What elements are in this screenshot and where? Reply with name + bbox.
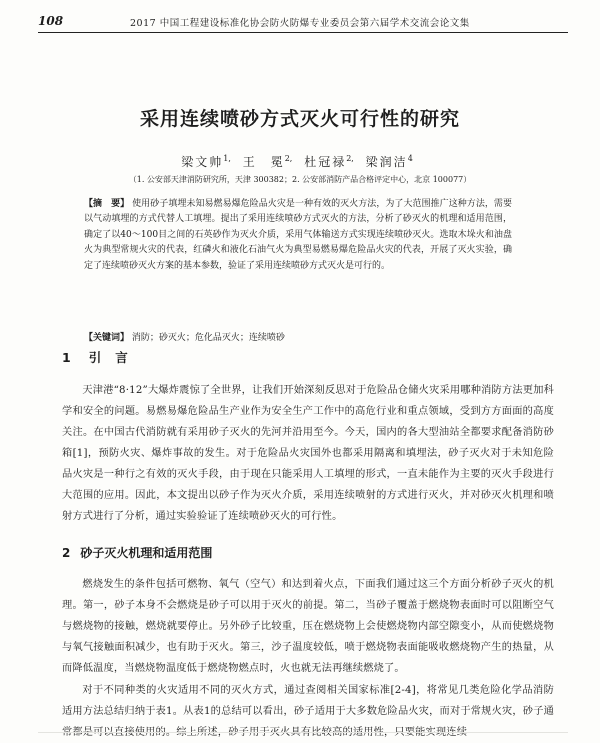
keywords-label: 【关键词】: [84, 333, 130, 343]
affiliations: （1. 公安部天津消防研究所，天津 300382；2. 公安部消防产品合格评定中心，北京 100077）: [128, 175, 472, 184]
section-title: 砂子灭火机理和适用范围: [80, 546, 213, 560]
mechanism-paragraph: 燃烧发生的条件包括可燃物、氧气（空气）和达到着火点，下面我们通过这三个方面分析砂子灭火的机理。第一，砂子本身不会燃烧是砂子可以用于灭火的前提。第二，当砂子覆盖于燃烧物表面时可以阻断空气与燃烧物的接触，燃烧就要停止。另外砂子比较重，压在燃烧物上会使燃烧物内部空隙变小，从而使燃烧物与氧气接触面积减少，也有助于灭火。第三，沙子温度较低，喷于燃烧物表面能吸收燃烧物产生的热量，从而降低温度，当燃烧物温度低于燃烧物燃点时，火也就无法再继续燃烧了。: [62, 579, 554, 674]
keywords: [84, 331, 512, 346]
author-affil-mark: 4: [407, 154, 413, 163]
applicability-paragraph: 对于不同种类的火灾适用不同的灭火方式，通过查阅相关国家标准[2-4]，将常见几类危险化学品消防适用方法总结归纳于表1。从表1的总结可以看出，砂子适用于大多数危险品火灾，而对于常规火灾，砂子通: [62, 685, 554, 717]
abstract-text: 使用砂子填埋未知易燃易爆危险品火灾是一种有效的灭火方法，为了大范围推广这种方法，需要以气动填埋的方式代替人工填埋。提出了采用连续喷砂方式灭火的方法，分析了砂灭火的机理和适用范围，确定了以40～100目之间的石英砂作为灭火介质，采用气体输送方式实现连续喷砂灭火。选取木垛火和油盘火为典型常规火灾的代表，红磷火和液化石油气火为典型易燃易爆危险品火灾的代表，开展了灭火实验，确定了连续喷砂灭火方案的基本参数，验证了采用连续喷砂方式灭火是可行的。: [84, 199, 512, 271]
author-affil-mark: 1,: [223, 154, 231, 163]
section-title: 引言: [88, 350, 142, 365]
page-bottom-edge: [38, 732, 568, 733]
section-heading-mechanism: [62, 544, 212, 561]
author-affil-mark: 2,: [346, 154, 354, 163]
section-number: 2: [62, 546, 71, 560]
paper-title: 采用连续喷砂方式灭火可行性的研究: [139, 108, 460, 130]
page-number: 108: [38, 14, 64, 28]
running-head: [38, 14, 568, 33]
keywords-text: 消防；砂灭火；危化品灭火；连续喷砂: [131, 333, 285, 343]
abstract-label: 【摘 要】: [84, 199, 130, 209]
journal-title: 2017 中国工程建设标准化协会防火防爆专业委员会第六届学术交流会论文集: [130, 18, 470, 29]
author-affil-mark: 2,: [284, 154, 293, 163]
abstract: [84, 197, 512, 274]
section-heading-introduction: [62, 348, 142, 366]
author-list: [0, 153, 600, 170]
author-name: 梁文帅: [181, 155, 224, 169]
author-name: 杜冠禄: [304, 155, 347, 169]
author-name: 梁润洁: [365, 155, 408, 169]
author-name: 王 冕: [242, 155, 285, 169]
section-number: 1: [62, 350, 71, 365]
introduction-paragraph: 天津港“8·12”大爆炸震惊了全世界，让我们开始深刻反思对于危险品仓储火灾采用哪种消防方法更加科学和安全的问题。易燃易爆危险品生产业作为安全生产工作中的高危行业和重点领域，受到方方面面的高度关注。在中国古代消防就有采用砂子灭火的先河并沿用至今。今天，国内的各大型油站全都要求配备消防砂箱[1]，预防火灾、爆炸事故的发生。对于危险品火灾国外也都采用隔离和填埋法，砂子灭火对于未知危险品火灾是一种行之有效的灭火手段，由于现在只能采用人工填埋的形式，一直未能作为主要的灭火手段进行大范围的应用。因此，本文提出以砂子作为灭火介质，采用连续喷射的方式进行灭火，并对砂灭火机理和喷射方式进行了分析，通过实验验证了连续喷砂灭火的可行性。: [62, 385, 554, 522]
